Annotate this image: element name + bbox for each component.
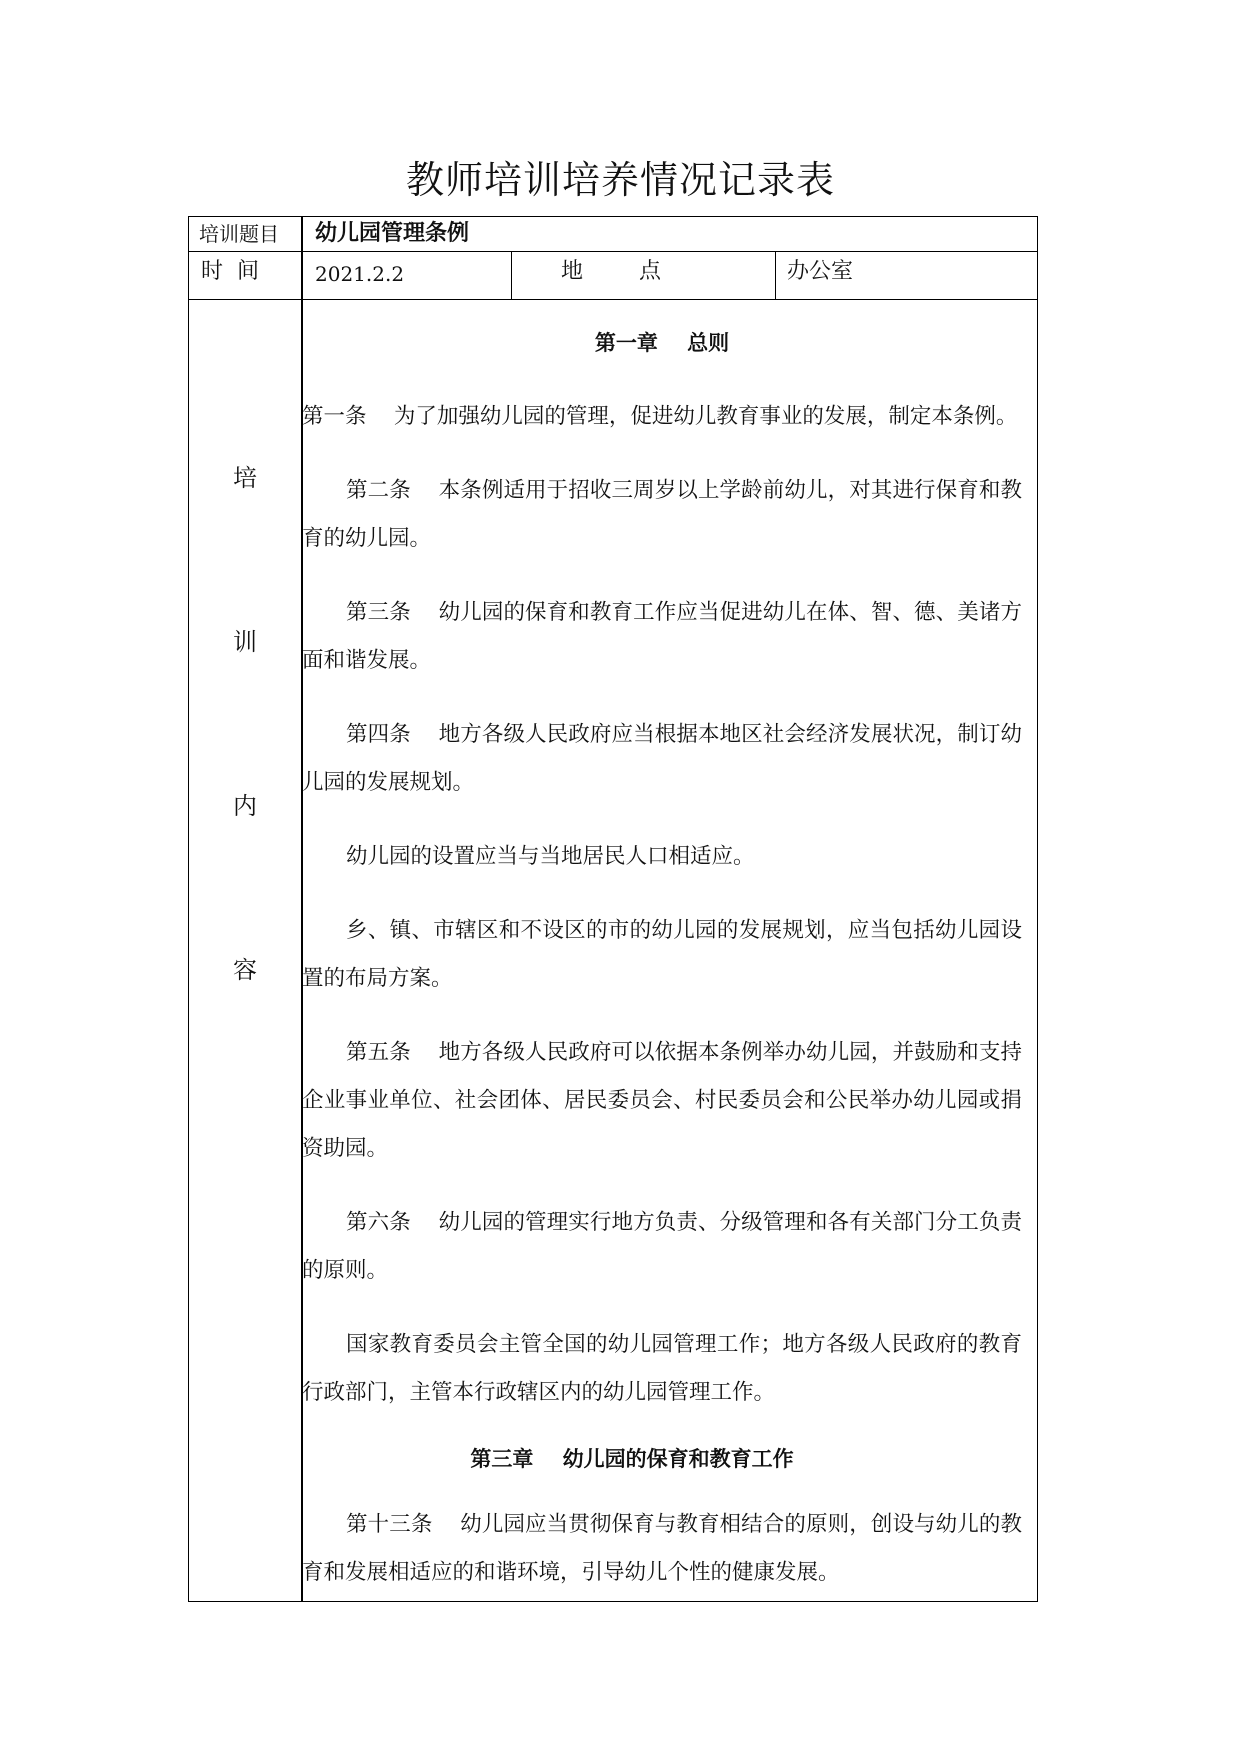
place-label: 地 点 [561, 259, 661, 284]
article-4: 第四条 地方各级人民政府应当根据本地区社会经济发展状况，制订幼儿园的发展规划。 [302, 722, 1022, 795]
row-divider-1 [189, 251, 1037, 252]
record-form-table [188, 216, 1038, 1602]
article-5: 第五条 地方各级人民政府可以依据本条例举办幼儿园，并鼓励和支持企业事业单位、社会团体、居民委员会、村民委员会和公民举办幼儿园或捐资助园。 [302, 1040, 1022, 1161]
article-3: 第三条 幼儿园的保育和教育工作应当促进幼儿在体、智、德、美诸方面和谐发展。 [302, 600, 1022, 673]
content-label-char-1: 培 [233, 464, 257, 492]
article-6: 第六条 幼儿园的管理实行地方负责、分级管理和各有关部门分工负责的原则。 [302, 1210, 1022, 1283]
place-value: 办公室 [787, 259, 854, 284]
article-4-para-2: 幼儿园的设置应当与当地居民人口相适应。 [346, 844, 755, 869]
article-1: 第一条 为了加强幼儿园的管理，促进幼儿教育事业的发展，制定本条例。 [302, 404, 1018, 429]
content-label-char-4: 容 [233, 956, 257, 984]
content-label-char-2: 训 [233, 628, 257, 656]
row-divider-2 [189, 299, 1037, 300]
chapter-1-heading: 第一章 总则 [594, 331, 730, 355]
topic-label: 培训题目 [199, 222, 279, 246]
article-6-para-2: 国家教育委员会主管全国的幼儿园管理工作；地方各级人民政府的教育行政部门，主管本行政辖区内的幼儿园管理工作。 [302, 1332, 1022, 1405]
time-place-divider [511, 251, 512, 299]
content-label-char-3: 内 [233, 792, 257, 820]
time-value: 2021.2.2 [315, 262, 405, 286]
article-13: 第十三条 幼儿园应当贯彻保育与教育相结合的原则，创设与幼儿的教育和发展相适应的和谐环境，引导幼儿个性的健康发展。 [302, 1512, 1022, 1585]
topic-value: 幼儿园管理条例 [315, 221, 470, 246]
article-4-para-3: 乡、镇、市辖区和不设区的市的幼儿园的发展规划，应当包括幼儿园设置的布局方案。 [302, 918, 1022, 991]
article-2: 第二条 本条例适用于招收三周岁以上学龄前幼儿，对其进行保育和教育的幼儿园。 [302, 478, 1022, 551]
page-title: 教师培训培养情况记录表 [405, 158, 835, 202]
place-value-divider [775, 251, 776, 299]
chapter-3-heading: 第三章 幼儿园的保育和教育工作 [470, 1447, 794, 1471]
time-label: 时 间 [201, 259, 259, 284]
training-content [302, 327, 1022, 1623]
